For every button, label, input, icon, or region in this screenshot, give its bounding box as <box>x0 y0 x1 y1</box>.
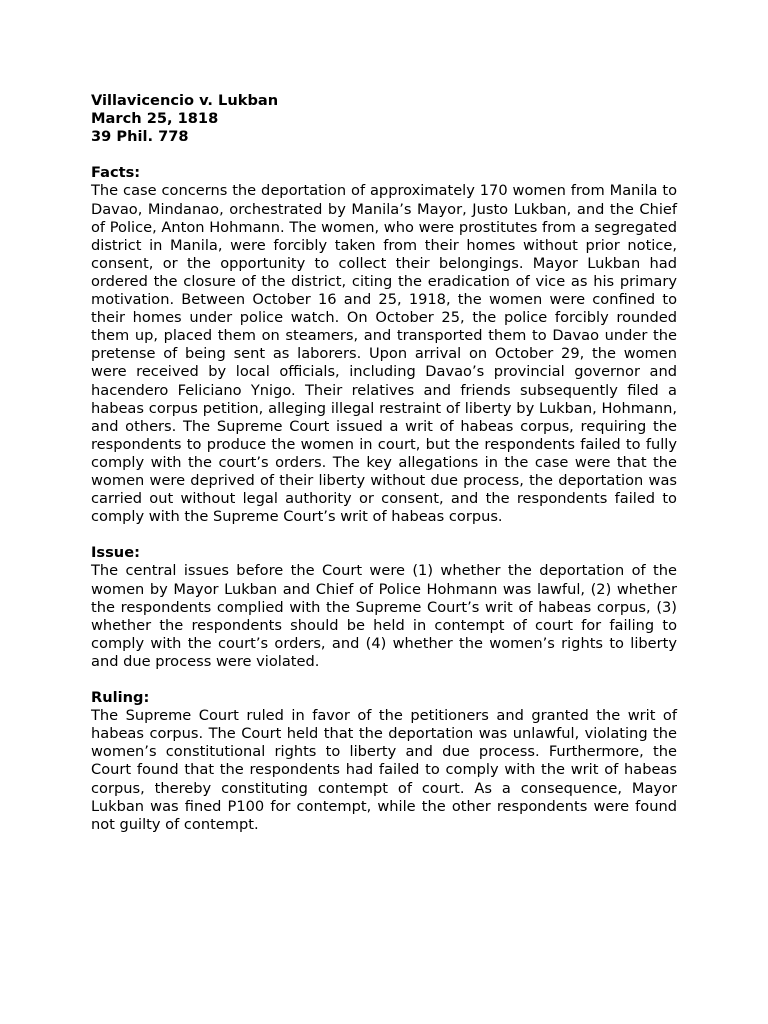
case-heading <box>91 92 677 146</box>
issue-body: The central issues before the Court were (1) whether the deportation of the women by Mayor Lukban and Chief of Police Hohmann was lawful, (2) whether the respondents complied with the Supreme Court’s writ of habeas corpus, (3) whether the respondents should be held in contempt of court for failing to comply with the court’s orders, and (4) whether the women’s rights to liberty and due process were violated. <box>91 562 677 670</box>
case-title: Villavicencio v. Lukban <box>91 92 279 109</box>
issue-title: Issue: <box>91 544 140 562</box>
ruling-body: The Supreme Court ruled in favor of the petitioners and granted the writ of habeas corpus. The Court held that the deportation was unlawful, violating the women’s constitutional rights to liberty and due process. Furthermore, the Court found that the respondents had failed to comply with the writ of habeas corpus, thereby constituting contempt of court. As a consequence, Mayor Lukban was fined P100 for contempt, while the other respondents were found not guilty of contempt. <box>91 707 677 833</box>
case-citation: 39 Phil. 778 <box>91 128 189 146</box>
facts-section <box>91 164 677 526</box>
facts-title: Facts: <box>91 164 141 182</box>
ruling-title: Ruling: <box>91 689 150 707</box>
case-date: March 25, 1818 <box>91 110 219 128</box>
issue-section <box>91 544 677 671</box>
ruling-section <box>91 689 677 834</box>
facts-body: The case concerns the deportation of approximately 170 women from Manila to Davao, Mindanao, orchestrated by Manila’s Mayor, Justo Lukban, and the Chief of Police, Anton Hohmann. The women, who were prostitutes from a segregated district in Manila, were forcibly taken from their homes without prior notice, consent, or the opportunity to collect their belongings. Mayor Lukban had ordered the closure of the district, citing the eradication of vice as his primary motivation. Between October 16 and 25, 1918, the women were confined to their homes under police watch. On October 25, the police forcibly rounded them up, placed them on steamers, and transported them to Davao under the pretense of being sent as laborers. Upon arrival on October 29, the women were received by local officials, including Davao’s provincial governor and hacendero Feliciano Ynigo. Their relatives and friends subsequently filed a habeas corpus petition, alleging illegal restraint of liberty by Lukban, Hohmann, and others. The Supreme Court issued a writ of habeas corpus, requiring the respondents to produce the women in court, but the respondents failed to fully comply with the court’s orders. The key allegations in the case were that the women were deprived of their liberty without due process, the deportation was carried out without legal authority or consent, and the respondents failed to comply with the Supreme Court’s writ of habeas corpus. <box>91 182 677 526</box>
document-page <box>91 92 677 834</box>
